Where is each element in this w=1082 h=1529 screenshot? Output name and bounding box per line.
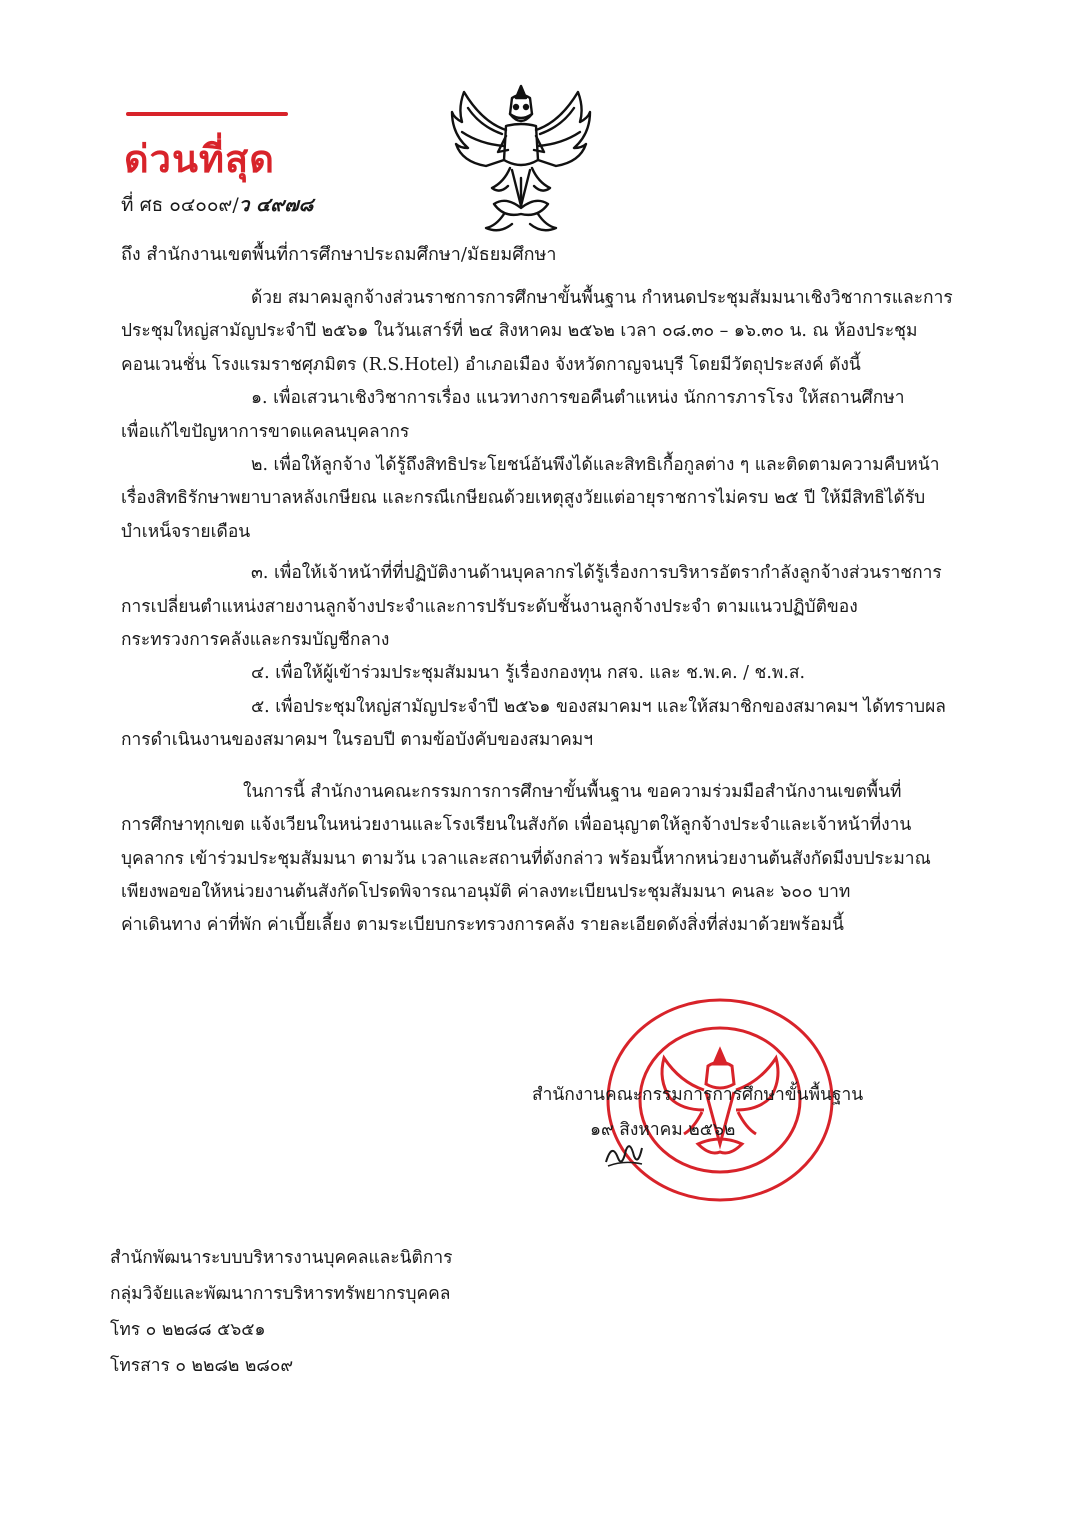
urgency-stamp: ด่วนที่สุด: [124, 137, 275, 181]
reference-number: ว ๔๙๗๘: [238, 194, 314, 216]
closing-line: บุคลากร เข้าร่วมประชุมสัมมนา ตามวัน เวลาและสถานที่ดังกล่าว พร้อมนี้หากหน่วยงานต้นสังกัดมีงบประมาณ: [121, 848, 931, 869]
letter-body: [121, 282, 973, 943]
intro-line: ด้วย สมาคมลูกจ้างส่วนราชการการศึกษาขั้นพื้นฐาน กำหนดประชุมสัมมนาเชิงวิชาการและการ: [251, 288, 953, 308]
objective-item-2-cont: เรื่องสิทธิรักษาพยาบาลหลังเกษียณ และกรณีเกษียณด้วยเหตุสูงวัยแต่อายุราชการไม่ครบ ๒๕ ปี ให้มีสิทธิได้รับ: [121, 488, 926, 509]
objective-item-2: ๒. เพื่อให้ลูกจ้าง ได้รู้ถึงสิทธิประโยชน์อันพึงได้และสิทธิเกื้อกูลต่าง ๆ และติดตามความคืบหน้า: [251, 455, 940, 476]
addressee-line: ถึง สำนักงานเขตพื้นที่การศึกษาประถมศึกษา/มัธยมศึกษา: [121, 244, 557, 265]
objective-item-5: ๕. เพื่อประชุมใหญ่สามัญประจำปี ๒๕๖๑ ของสมาคมฯ และให้สมาชิกของสมาคมฯ ได้ทราบผล: [251, 696, 946, 717]
document-reference: [121, 190, 313, 220]
closing-line: ค่าเดินทาง ค่าที่พัก ค่าเบี้ยเลี้ยง ตามระเบียบกระทรวงการคลัง รายละเอียดดังสิ่งที่ส่งมาด้วยพร้อมนี้: [121, 915, 844, 936]
signing-date: ๑๙ สิงหาคม ๒๕๖๒: [590, 1120, 736, 1140]
footer-bureau: สำนักพัฒนาระบบบริหารงานบุคคลและนิติการ: [110, 1248, 453, 1268]
footer-group: กลุ่มวิจัยและพัฒนาการบริหารทรัพยากรบุคคล: [110, 1284, 451, 1304]
garuda-emblem: [446, 78, 596, 236]
contact-footer: [110, 1240, 452, 1384]
intro-line: คอนเวนชั่น โรงแรมราชศุภมิตร (R.S.Hotel) อำเภอเมือง จังหวัดกาญจนบุรี โดยมีวัตถุประสงค์ ดังนี้: [121, 354, 861, 375]
closing-line: การศึกษาทุกเขต แจ้งเวียนในหน่วยงานและโรงเรียนในสังกัด เพื่ออนุญาตให้ลูกจ้างประจำและเจ้าหน้าที่งาน: [121, 815, 912, 836]
objective-item-4: ๔. เพื่อให้ผู้เข้าร่วมประชุมสัมมนา รู้เรื่องกองทุน กสจ. และ ช.พ.ค. / ช.พ.ส.: [251, 663, 805, 684]
handwritten-signature: [602, 1138, 646, 1170]
urgency-stamp-underline: [126, 112, 288, 116]
signing-office: สำนักงานคณะกรรมการการศึกษาขั้นพื้นฐาน: [532, 1085, 864, 1105]
closing-line: เพียงพอขอให้หน่วยงานต้นสังกัดโปรดพิจารณาอนุมัติ ค่าลงทะเบียนประชุมสัมมนา คนละ ๖๐๐ บาท: [121, 881, 851, 902]
closing-line: ในการนี้ สำนักงานคณะกรรมการการศึกษาขั้นพื้นฐาน ขอความร่วมมือสำนักงานเขตพื้นที่: [243, 781, 902, 802]
objective-item-1-cont: เพื่อแก้ไขปัญหาการขาดแคลนบุคลากร: [121, 421, 410, 442]
objective-item-1: ๑. เพื่อเสวนาเชิงวิชาการเรื่อง แนวทางการขอคืนตำแหน่ง นักการภารโรง ให้สถานศึกษา: [251, 388, 905, 409]
reference-prefix: ที่ ศธ ๐๔๐๐๙/: [121, 194, 239, 216]
footer-phone: โทร ๐ ๒๒๘๘ ๕๖๕๑: [110, 1320, 266, 1340]
footer-fax: โทรสาร ๐ ๒๒๘๒ ๒๘๐๙: [110, 1356, 294, 1376]
objective-item-3-cont: กระทรวงการคลังและกรมบัญชีกลาง: [121, 630, 390, 651]
intro-line: ประชุมใหญ่สามัญประจำปี ๒๕๖๑ ในวันเสาร์ที่ ๒๔ สิงหาคม ๒๕๖๒ เวลา ๐๘.๓๐ – ๑๖.๓๐ น. ณ ห้องประชุม: [121, 321, 918, 342]
objective-item-3-cont: การเปลี่ยนตำแหน่งสายงานลูกจ้างประจำและการปรับระดับชั้นงานลูกจ้างประจำ ตามแนวปฏิบัติของ: [121, 596, 858, 617]
objective-item-2-cont: บำเหน็จรายเดือน: [121, 521, 251, 542]
objective-item-5-cont: การดำเนินงานของสมาคมฯ ในรอบปี ตามข้อบังคับของสมาคมฯ: [121, 730, 593, 751]
objective-item-3: ๓. เพื่อให้เจ้าหน้าที่ที่ปฏิบัติงานด้านบุคลากรได้รู้เรื่องการบริหารอัตรากำลังลูกจ้างส่วนราชการ: [251, 563, 942, 584]
